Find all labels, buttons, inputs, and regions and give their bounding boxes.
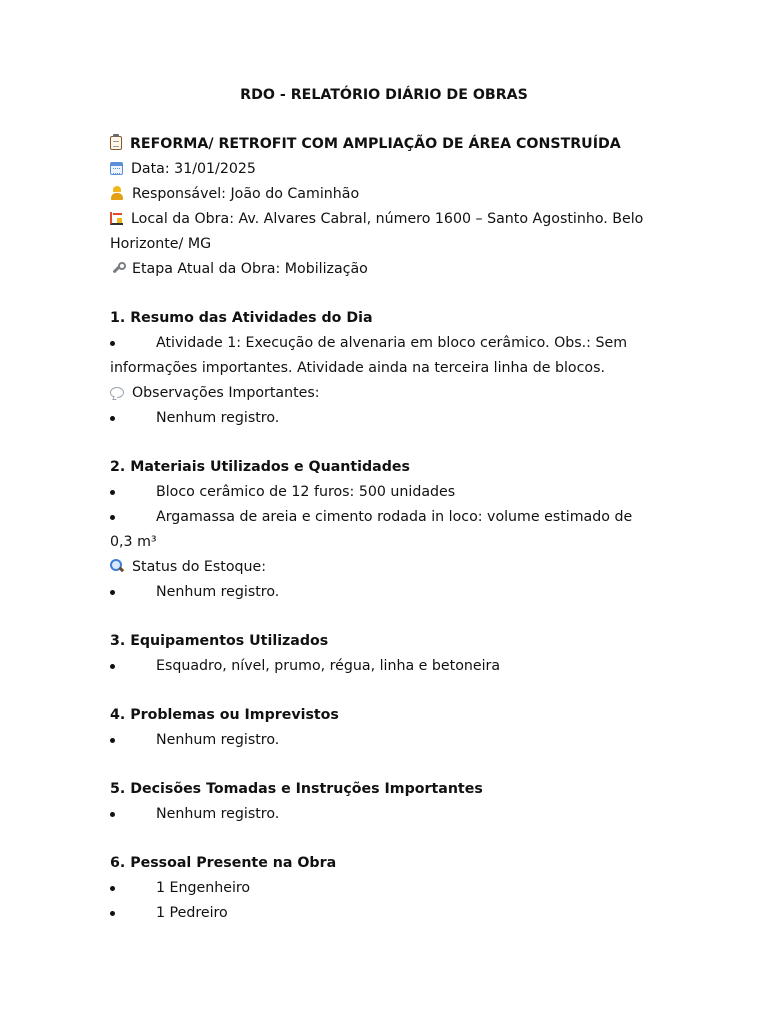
section-title: 1. Resumo das Atividades do Dia (110, 310, 373, 326)
bullet-dot (110, 901, 156, 926)
stage-line (110, 257, 658, 282)
list-item (110, 480, 658, 505)
section-equipment (110, 629, 658, 679)
section-title: 6. Pessoal Presente na Obra (110, 855, 337, 871)
bullet-dot (110, 654, 156, 679)
clipboard-icon (110, 136, 122, 150)
section-title: 2. Materiais Utilizados e Quantidades (110, 459, 410, 475)
project-line (110, 132, 658, 157)
bullet-dot (110, 876, 156, 901)
list-item (110, 802, 658, 827)
document-title: RDO - RELATÓRIO DIÁRIO DE OBRAS (240, 87, 528, 103)
responsible-text: Responsável: João do Caminhão (132, 186, 360, 202)
list-item-text: 1 Engenheiro (156, 880, 251, 896)
location-text: Local da Obra: Av. Alvares Cabral, número 1600 – Santo Agostinho. Belo Horizonte/ MG (110, 211, 644, 252)
list-item-text: Nenhum registro. (156, 806, 280, 822)
bullet-dot (110, 580, 156, 605)
list-item-text: 1 Pedreiro (156, 905, 228, 921)
date-line (110, 157, 658, 182)
list-item-text: Esquadro, nível, prumo, régua, linha e betoneira (156, 658, 501, 674)
responsible-line (110, 182, 658, 207)
list-item (110, 505, 658, 555)
bullet-dot (110, 505, 156, 530)
stock-label: Status do Estoque: (132, 559, 267, 575)
stock-line (110, 555, 658, 580)
section-activities (110, 306, 658, 431)
list-item-text: Nenhum registro. (156, 410, 280, 426)
construction-worker-icon (110, 186, 124, 200)
stage-text: Etapa Atual da Obra: Mobilização (132, 261, 368, 277)
list-item-text: Nenhum registro. (156, 732, 280, 748)
list-item (110, 728, 658, 753)
magnifying-glass-icon (110, 559, 124, 573)
list-item (110, 406, 658, 431)
construction-site-icon (110, 212, 123, 225)
section-problems (110, 703, 658, 753)
list-item (110, 876, 658, 901)
list-item (110, 901, 658, 926)
section-title: 5. Decisões Tomadas e Instruções Importantes (110, 781, 483, 797)
speech-bubble-icon (110, 387, 124, 398)
section-materials (110, 455, 658, 605)
list-item (110, 331, 658, 381)
project-text: REFORMA/ RETROFIT COM AMPLIAÇÃO DE ÁREA CONSTRUÍDA (130, 136, 621, 152)
observations-label: Observações Importantes: (132, 385, 320, 401)
location-line (110, 207, 658, 257)
list-item-text: Argamassa de areia e cimento rodada in loco: volume estimado de 0,3 m³ (110, 509, 633, 550)
bullet-dot (110, 728, 156, 753)
section-decisions (110, 777, 658, 827)
calendar-icon (110, 162, 123, 175)
wrench-icon (110, 261, 124, 275)
list-item (110, 654, 658, 679)
list-item-text: Nenhum registro. (156, 584, 280, 600)
observations-line (110, 381, 658, 406)
list-item (110, 580, 658, 605)
section-staff (110, 851, 658, 926)
list-item-text: Bloco cerâmico de 12 furos: 500 unidades (156, 484, 456, 500)
section-title: 3. Equipamentos Utilizados (110, 633, 329, 649)
bullet-dot (110, 480, 156, 505)
section-title: 4. Problemas ou Imprevistos (110, 707, 339, 723)
date-text: Data: 31/01/2025 (131, 161, 256, 177)
bullet-dot (110, 406, 156, 431)
list-item-text: Atividade 1: Execução de alvenaria em bloco cerâmico. Obs.: Sem informações importantes. Atividade ainda na terceira linha de blocos. (110, 335, 628, 376)
bullet-dot (110, 802, 156, 827)
bullet-dot (110, 331, 156, 356)
